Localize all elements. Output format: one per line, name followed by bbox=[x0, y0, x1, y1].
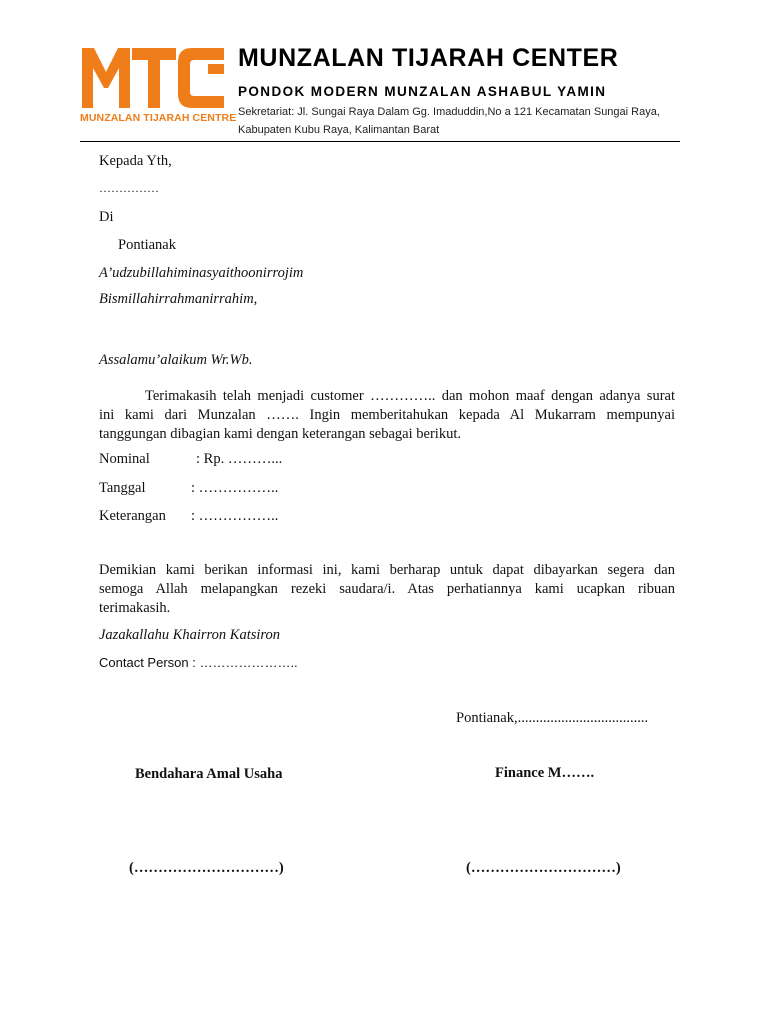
paragraph-closing-line: semoga Allah melapangkan rezeki saudara/i. Atas perhatiannya kami ucapkan ribuan bbox=[99, 581, 675, 597]
organization-name: MUNZALAN TIJARAH CENTER bbox=[238, 44, 619, 72]
recipient-city: Pontianak bbox=[118, 237, 176, 253]
paragraph-intro bbox=[99, 387, 675, 444]
paragraph-closing bbox=[99, 561, 675, 618]
greeting: Assalamu’alaikum Wr.Wb. bbox=[99, 352, 253, 368]
salutation: Kepada Yth, bbox=[99, 153, 172, 169]
recipient-blank: …………… bbox=[99, 181, 159, 195]
place-date: Pontianak,.................................... bbox=[456, 710, 649, 726]
closing-phrase: Jazakallahu Khairron Katsiron bbox=[99, 627, 280, 643]
organization-subtitle: PONDOK MODERN MUNZALAN ASHABUL YAMIN bbox=[238, 84, 607, 99]
paragraph-closing-line: terimakasih. bbox=[99, 600, 171, 616]
opening-basmalah: Bismillahirrahmanirrahim, bbox=[99, 291, 258, 307]
contact-person: Contact Person : ………………….. bbox=[99, 655, 298, 670]
field-label-nominal: Nominal bbox=[99, 451, 150, 467]
signature-title-finance: Finance M……. bbox=[495, 765, 595, 781]
paragraph-closing-line: Demikian kami berikan informasi ini, kami berharap untuk dapat dibayarkan segera dan bbox=[99, 562, 675, 578]
signature-blank-bendahara: (…………………………) bbox=[129, 860, 284, 876]
di-label: Di bbox=[99, 209, 114, 225]
paragraph-intro-line: tanggungan dibagian kami dengan keterangan sebagai berikut. bbox=[99, 426, 461, 442]
logo-caption: MUNZALAN TIJARAH CENTRE bbox=[80, 112, 237, 124]
address-line-1: Sekretariat: Jl. Sungai Raya Dalam Gg. Imaduddin,No a 121 Kecamatan Sungai Raya, bbox=[238, 106, 660, 118]
paragraph-intro-line: Terimakasih telah menjadi customer ………….. dan mohon maaf dengan adanya surat bbox=[145, 388, 675, 404]
field-value-keterangan: : …………….. bbox=[191, 508, 279, 524]
paragraph-intro-line: ini kami dari Munzalan ……. Ingin memberitahukan kepada Al Mukarram mempunyai bbox=[99, 407, 675, 423]
field-value-tanggal: : …………….. bbox=[191, 480, 279, 496]
opening-taawudz: A’udzubillahiminasyaithoonirrojim bbox=[99, 265, 304, 281]
field-value-nominal: : Rp. ………... bbox=[196, 451, 283, 467]
signature-blank-finance: (…………………………) bbox=[466, 860, 621, 876]
field-label-keterangan: Keterangan bbox=[99, 508, 166, 524]
header-divider bbox=[80, 141, 680, 142]
address-line-2: Kabupaten Kubu Raya, Kalimantan Barat bbox=[238, 124, 440, 136]
field-label-tanggal: Tanggal bbox=[99, 480, 146, 496]
signature-title-bendahara: Bendahara Amal Usaha bbox=[135, 766, 283, 782]
